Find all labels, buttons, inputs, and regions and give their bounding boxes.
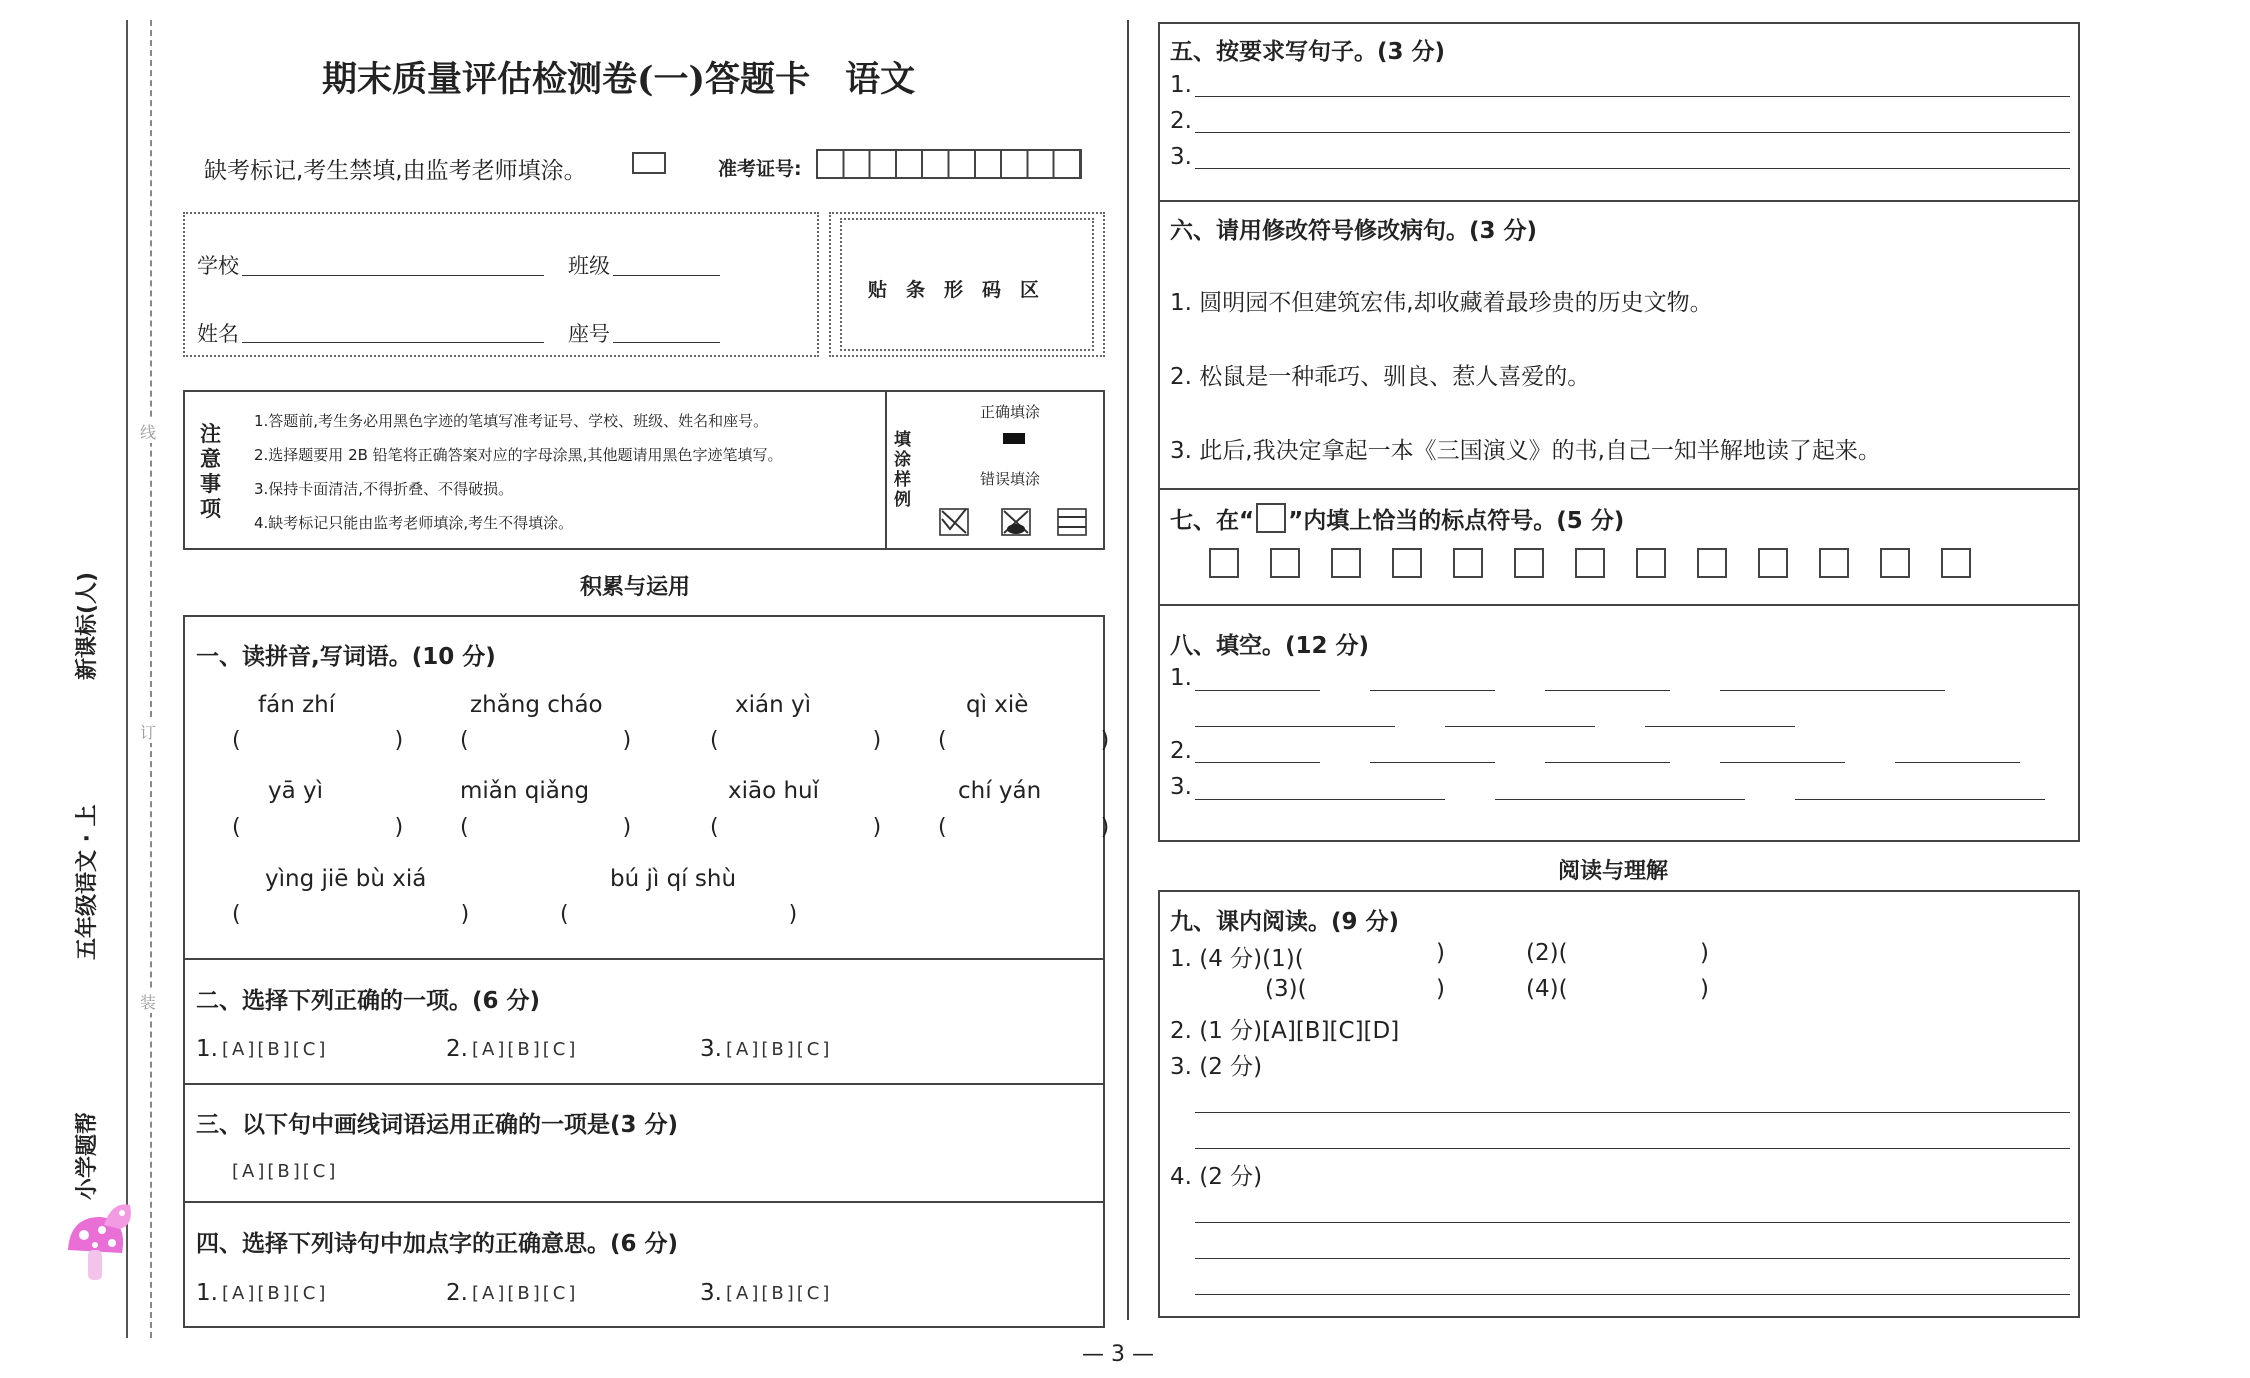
q9-line-2a-close[interactable]: ) xyxy=(1436,976,1445,1002)
q9-q4-line-2[interactable] xyxy=(1195,1258,2070,1259)
q8-item-2-num: 2. xyxy=(1170,738,1192,764)
q8-blank-2b[interactable] xyxy=(1370,762,1495,763)
sample-title: 填涂样例 xyxy=(894,430,911,510)
q9-line-2a: (3)( xyxy=(1265,976,1307,1002)
school-field[interactable] xyxy=(242,275,544,276)
pinyin-1: fán zhí xyxy=(258,692,336,718)
q9-line-5: 4. (2 分) xyxy=(1170,1164,1263,1190)
q8-blank-3a[interactable] xyxy=(1195,799,1445,800)
q4-item-3-options[interactable]: [A][B][C] xyxy=(726,1283,833,1304)
punct-box-13[interactable] xyxy=(1941,548,1971,578)
q5-line-3[interactable] xyxy=(1195,168,2070,169)
exam-no-boxes[interactable] xyxy=(816,149,1082,179)
punct-box-11[interactable] xyxy=(1819,548,1849,578)
correct-fill-label: 正确填涂 xyxy=(980,403,1041,421)
q8-blank-1b[interactable] xyxy=(1370,690,1495,691)
student-info-box xyxy=(183,212,819,357)
page-divider xyxy=(1127,20,1129,1320)
q3-options[interactable]: [A][B][C] xyxy=(232,1161,339,1182)
binding-line-inner xyxy=(150,20,152,1338)
page-title: 期末质量评估检测卷(一)答题卡 语文 xyxy=(322,59,916,100)
q8-blank-2e[interactable] xyxy=(1895,762,2020,763)
q8-blank-1g[interactable] xyxy=(1645,726,1795,727)
part1-title: 积累与运用 xyxy=(580,575,691,600)
q5-item-3-num: 3. xyxy=(1170,144,1192,170)
notice-item-2: 2.选择题要用 2B 铅笔将正确答案对应的字母涂黑,其他题请用黑色字迹笔填写。 xyxy=(254,446,783,464)
q9-line-1b: (2)( xyxy=(1526,940,1568,966)
q4-item-2-options[interactable]: [A][B][C] xyxy=(472,1283,579,1304)
answer-paren-5[interactable]: ( ) xyxy=(232,815,404,840)
name-label: 姓名 xyxy=(197,322,239,346)
page-number: — 3 — xyxy=(1082,1342,1154,1367)
q9-line-1: 1. (4 分)(1)( xyxy=(1170,946,1304,972)
pinyin-6: miǎn qiǎng xyxy=(460,778,590,804)
q8-blank-1c[interactable] xyxy=(1545,690,1670,691)
q2-item-1-num: 1. xyxy=(196,1036,218,1062)
notice-item-4: 4.缺考标记只能由监考老师填涂,考生不得填涂。 xyxy=(254,514,574,532)
punct-box-6[interactable] xyxy=(1514,548,1544,578)
q5-item-2-num: 2. xyxy=(1170,108,1192,134)
q6-sentence-2[interactable]: 2. 松鼠是一种乖巧、驯良、惹人喜爱的。 xyxy=(1170,364,1591,390)
q8-blank-2a[interactable] xyxy=(1195,762,1320,763)
correct-fill-sample xyxy=(1003,433,1025,444)
q9-line-4: 3. (2 分) xyxy=(1170,1054,1263,1080)
pinyin-4: qì xiè xyxy=(966,692,1029,718)
absent-note: 缺考标记,考生禁填,由监考老师填涂。 xyxy=(204,158,587,184)
q4-item-2-num: 2. xyxy=(446,1280,468,1306)
q9-line-3[interactable]: 2. (1 分)[A][B][C][D] xyxy=(1170,1018,1400,1044)
q8-blank-1a[interactable] xyxy=(1195,690,1320,691)
q9-line-1b-close[interactable]: ) xyxy=(1700,940,1709,966)
q2-box xyxy=(183,958,1105,1085)
q4-title: 四、选择下列诗句中加点字的正确意思。(6 分) xyxy=(196,1231,679,1257)
q2-title: 二、选择下列正确的一项。(6 分) xyxy=(196,988,541,1014)
pinyin-3: xián yì xyxy=(735,692,811,718)
q8-title: 八、填空。(12 分) xyxy=(1170,633,1370,659)
q6-sentence-3[interactable]: 3. 此后,我决定拿起一本《三国演义》的书,自己一知半解地读了起来。 xyxy=(1170,438,1881,464)
q8-blank-3b[interactable] xyxy=(1495,799,1745,800)
punct-box-3[interactable] xyxy=(1331,548,1361,578)
q4-item-1-num: 1. xyxy=(196,1280,218,1306)
seat-label: 座号 xyxy=(568,322,610,346)
punct-box-12[interactable] xyxy=(1880,548,1910,578)
q9-line-2b: (4)( xyxy=(1526,976,1568,1002)
q8-blank-2d[interactable] xyxy=(1720,762,1845,763)
q8-blank-1f[interactable] xyxy=(1445,726,1595,727)
pinyin-7: xiāo huǐ xyxy=(728,778,820,804)
q9-q4-line-3[interactable] xyxy=(1195,1294,2070,1295)
exam-no-label: 准考证号: xyxy=(718,158,802,180)
answer-paren-8[interactable]: ( ) xyxy=(938,815,1110,840)
answer-paren-4[interactable]: ( ) xyxy=(938,728,1110,753)
q9-q3-line-2[interactable] xyxy=(1195,1148,2070,1149)
q2-item-2-options[interactable]: [A][B][C] xyxy=(472,1039,579,1060)
q9-q3-line-1[interactable] xyxy=(1195,1112,2070,1113)
q3-title: 三、以下句中画线词语运用正确的一项是(3 分) xyxy=(196,1112,679,1138)
pinyin-9: yìng jiē bù xiá xyxy=(265,866,427,892)
q3-box xyxy=(183,1083,1105,1203)
punct-box-1[interactable] xyxy=(1209,548,1239,578)
notice-divider xyxy=(885,390,887,550)
punct-box-9[interactable] xyxy=(1697,548,1727,578)
wrong-fill-label: 错误填涂 xyxy=(980,470,1041,488)
q4-item-3-num: 3. xyxy=(700,1280,722,1306)
seat-field[interactable] xyxy=(613,342,720,343)
pinyin-10: bú jì qí shù xyxy=(610,866,737,892)
punct-box-7[interactable] xyxy=(1575,548,1605,578)
answer-paren-9[interactable]: ( ) xyxy=(232,902,470,927)
punct-box-4[interactable] xyxy=(1392,548,1422,578)
q7-title-pre: 七、在“ xyxy=(1170,508,1255,534)
side-curriculum: 新课标(人) xyxy=(75,571,100,680)
q7-title xyxy=(1170,502,1624,535)
punct-box-2[interactable] xyxy=(1270,548,1300,578)
q4-box xyxy=(183,1201,1105,1328)
name-field[interactable] xyxy=(242,342,544,343)
class-label: 班级 xyxy=(568,254,610,278)
pinyin-8: chí yán xyxy=(958,778,1042,804)
barcode-label: 贴 条 形 码 区 xyxy=(868,279,1040,301)
q2-item-2-num: 2. xyxy=(446,1036,468,1062)
mushroom-logo-icon xyxy=(60,1195,135,1290)
q2-item-3-num: 3. xyxy=(700,1036,722,1062)
notice-item-1: 1.答题前,考生务必用黑色字迹的笔填写准考证号、学校、班级、姓名和座号。 xyxy=(254,412,769,430)
punct-box-5[interactable] xyxy=(1453,548,1483,578)
q5-line-1[interactable] xyxy=(1195,96,2070,97)
q2-item-3-options[interactable]: [A][B][C] xyxy=(726,1039,833,1060)
answer-paren-1[interactable]: ( ) xyxy=(232,728,404,753)
answer-paren-3[interactable]: ( ) xyxy=(710,728,882,753)
q1-title: 一、读拼音,写词语。(10 分) xyxy=(196,644,496,670)
q8-blank-3c[interactable] xyxy=(1795,799,2045,800)
q4-item-1-options[interactable]: [A][B][C] xyxy=(222,1283,329,1304)
q9-q4-line-1[interactable] xyxy=(1195,1222,2070,1223)
q8-item-1-num: 1. xyxy=(1170,665,1192,691)
q5-line-2[interactable] xyxy=(1195,132,2070,133)
absent-mark-box[interactable] xyxy=(632,152,666,174)
cut-mark-ding: 订 xyxy=(140,720,156,743)
q5-title: 五、按要求写句子。(3 分) xyxy=(1170,39,1446,65)
q2-item-1-options[interactable]: [A][B][C] xyxy=(222,1039,329,1060)
q6-title: 六、请用修改符号修改病句。(3 分) xyxy=(1170,218,1538,244)
q9-line-1-close[interactable]: ) xyxy=(1436,940,1445,966)
notice-item-3: 3.保持卡面清洁,不得折叠、不得破损。 xyxy=(254,480,514,498)
q8-blank-1d[interactable] xyxy=(1720,690,1945,691)
answer-paren-6[interactable]: ( ) xyxy=(460,815,632,840)
answer-paren-7[interactable]: ( ) xyxy=(710,815,882,840)
pinyin-2: zhǎng cháo xyxy=(470,692,603,718)
answer-paren-10[interactable]: ( ) xyxy=(560,902,798,927)
q9-line-2b-close[interactable]: ) xyxy=(1700,976,1709,1002)
q7-title-post: ”内填上恰当的标点符号。(5 分) xyxy=(1288,508,1625,534)
answer-paren-2[interactable]: ( ) xyxy=(460,728,632,753)
class-field[interactable] xyxy=(613,275,720,276)
q6-sentence-1[interactable]: 1. 圆明园不但建筑宏伟,却收藏着最珍贵的历史文物。 xyxy=(1170,290,1713,316)
punct-box-8[interactable] xyxy=(1636,548,1666,578)
binding-line-outer xyxy=(126,20,128,1338)
q5-item-1-num: 1. xyxy=(1170,72,1192,98)
cut-mark-zhuang: 装 xyxy=(140,990,156,1013)
wrong-fill-samples-icon xyxy=(938,505,1088,541)
q8-blank-2c[interactable] xyxy=(1545,762,1670,763)
cut-mark-xian: 线 xyxy=(140,420,156,443)
pinyin-5: yā yì xyxy=(268,778,324,804)
q9-title: 九、课内阅读。(9 分) xyxy=(1170,909,1400,935)
punct-box-10[interactable] xyxy=(1758,548,1788,578)
part2-title: 阅读与理解 xyxy=(1558,859,1669,884)
q8-item-3-num: 3. xyxy=(1170,774,1192,800)
side-grade: 五年级语文 · 上 xyxy=(75,804,100,960)
school-label: 学校 xyxy=(197,254,239,278)
q8-blank-1e[interactable] xyxy=(1195,726,1395,727)
q7-title-box-icon xyxy=(1256,503,1286,533)
notice-title: 注意事项 xyxy=(200,422,221,521)
side-brand: 小学题帮 xyxy=(75,1111,100,1200)
